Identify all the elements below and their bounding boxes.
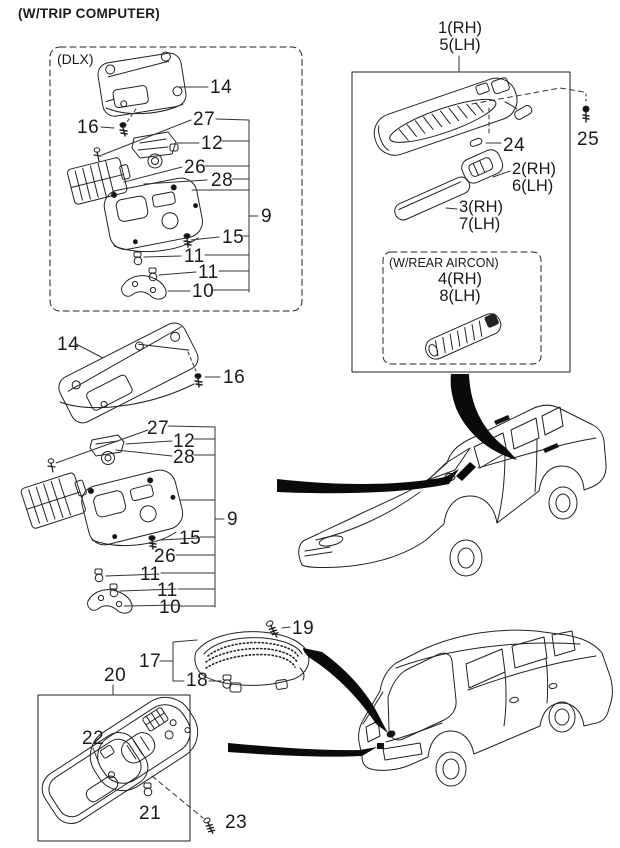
callout-1rh: 1(RH) [438, 19, 482, 37]
license-lamp-leader-lines [93, 685, 203, 818]
std-sunvisor-holder-12-drawing [90, 435, 124, 465]
callout-18: 18 [186, 670, 209, 691]
std-console-body-9-drawing [78, 467, 186, 548]
callout-dlx-26: 26 [184, 157, 207, 178]
std-screw-27-mount [48, 459, 55, 472]
callout-std-9: 9 [227, 509, 239, 530]
screw-25 [583, 106, 589, 122]
callout-dlx-15: 15 [222, 227, 245, 248]
callout-std-26: 26 [154, 546, 177, 567]
callout-2-6 [512, 161, 556, 195]
license-lamp-bulb-21 [144, 783, 152, 796]
callout-std-15: 15 [179, 528, 202, 549]
callout-3-7 [459, 199, 503, 233]
callout-dlx-16: 16 [77, 117, 100, 138]
callout-std-16: 16 [223, 367, 246, 388]
callout-20: 20 [104, 665, 127, 686]
callout-std-14: 14 [57, 334, 80, 355]
dlx-console-body-9-drawing [102, 175, 206, 252]
dlx-box-label: (DLX) [57, 51, 94, 67]
callout-std-10: 10 [159, 597, 182, 618]
callout-std-27: 27 [147, 418, 170, 439]
dlx-trip-computer-26-drawing [67, 156, 134, 205]
callout-25: 25 [577, 129, 600, 150]
dlx-screw-27-mount [94, 148, 101, 161]
callout-4rh: 4(RH) [438, 270, 482, 288]
callout-dlx-9: 9 [261, 206, 273, 227]
callout-6lh: 6(LH) [512, 177, 554, 195]
callout-dlx-10: 10 [192, 281, 215, 302]
callout-23: 23 [225, 812, 248, 833]
callout-dlx-14: 14 [210, 77, 233, 98]
dlx-lens-10-drawing [122, 276, 167, 299]
callout-2rh: 2(RH) [512, 160, 556, 178]
stop-lamp-screw-19 [266, 620, 280, 639]
callout-21: 21 [139, 803, 162, 824]
callout-dlx-27: 27 [193, 109, 216, 130]
license-lamp-screw-23 [203, 817, 215, 834]
callout-std-28: 28 [173, 447, 196, 468]
callout-17: 17 [139, 651, 162, 672]
room-lamp-bulb-24 [469, 137, 482, 147]
dlx-leader-lines [101, 87, 258, 292]
callout-dlx-11b: 11 [198, 262, 219, 283]
room-lamp-housing-2-6-drawing [459, 147, 506, 186]
callout-room-lamp-1-5 [425, 20, 495, 54]
callout-dlx-11a: 11 [184, 246, 205, 267]
callout-4-8 [426, 271, 494, 305]
dlx-console-trim-14-drawing [96, 50, 188, 118]
page-title: (W/TRIP COMPUTER) [18, 6, 161, 21]
dlx-sunvisor-holder-12-drawing [132, 132, 178, 168]
std-bulb-11a [95, 569, 103, 582]
dlx-bulb-11a [134, 252, 142, 265]
callout-24: 24 [503, 135, 526, 156]
std-trip-computer-26-drawing [20, 470, 92, 529]
rear-aircon-lamp-4-8-drawing [422, 311, 504, 363]
minivan-rear-view-drawing [359, 630, 613, 786]
rear-aircon-box-label: (W/REAR AIRCON) [389, 256, 499, 270]
callout-std-12: 12 [173, 431, 196, 452]
callout-7lh: 7(LH) [459, 215, 501, 233]
std-screw-16 [195, 374, 202, 387]
callout-dlx-12: 12 [201, 133, 224, 154]
callout-std-11b: 11 [157, 580, 178, 601]
callout-3rh: 3(RH) [459, 198, 503, 216]
callout-dlx-28: 28 [211, 170, 234, 191]
callout-std-11a: 11 [140, 564, 161, 585]
callout-22: 22 [82, 728, 105, 749]
location-arrows [228, 374, 517, 757]
dlx-screw-16 [120, 123, 127, 136]
callout-19: 19 [292, 618, 315, 639]
stop-lamp-17-drawing [195, 632, 309, 692]
callout-5lh: 5(LH) [439, 36, 481, 54]
callout-8lh: 8(LH) [439, 287, 481, 305]
